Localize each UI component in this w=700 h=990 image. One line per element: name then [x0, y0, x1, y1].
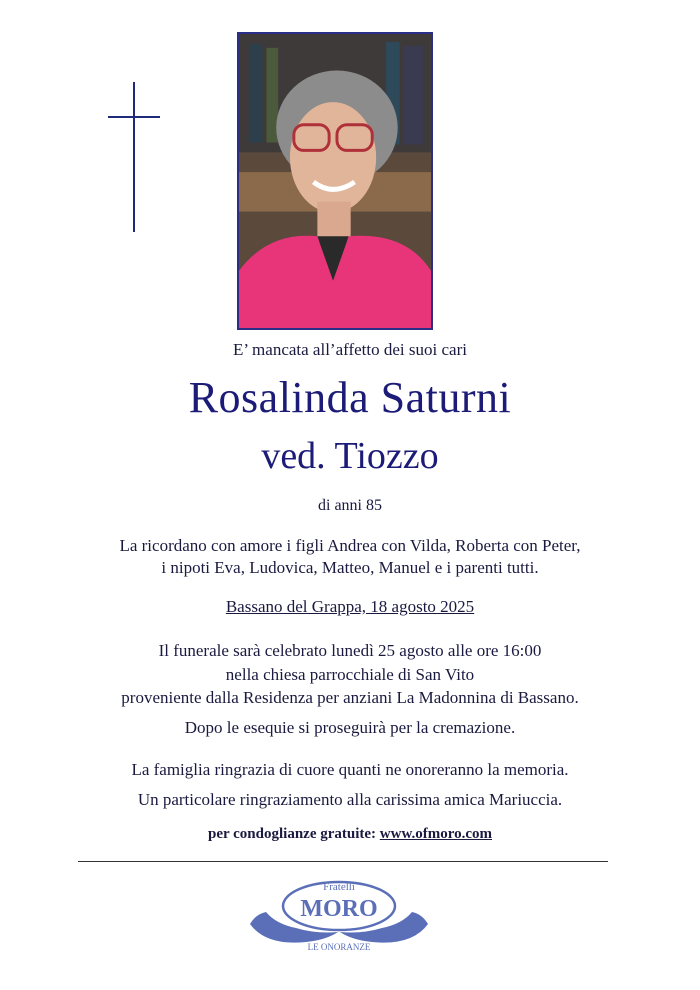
intro-text: E’ mancata all’affetto dei suoi cari [233, 340, 467, 359]
age-text: di anni 85 [318, 497, 382, 514]
portrait-photo [237, 32, 433, 330]
logo-top-text: Fratelli [323, 881, 355, 893]
place-date-text: Bassano del Grappa, 18 agosto 2025 [225, 597, 475, 616]
condolences-label: per condoglianze gratuite: [208, 826, 377, 842]
family-line: i nipoti Eva, Ludovica, Matteo, Manuel e i parenti tutti. [161, 558, 539, 577]
thanks-line: Un particolare ringraziamento alla carissima amica Mariuccia. [137, 790, 563, 809]
condolences-link[interactable]: www.ofmoro.com [379, 826, 492, 842]
deceased-name: Rosalinda Saturni [188, 373, 512, 422]
funeral-home-logo [246, 876, 432, 956]
thanks-line: La famiglia ringrazia di cuore quanti ne onoreranno la memoria. [131, 760, 569, 779]
funeral-line: nella chiesa parrocchiale di San Vito [225, 665, 475, 684]
married-name: ved. Tiozzo [261, 435, 439, 477]
logo-bottom-text: LE ONORANZE [307, 942, 371, 952]
funeral-line: proveniente dalla Residenza per anziani La Madonnina di Bassano. [121, 688, 579, 707]
funeral-line: Il funerale sarà celebrato lunedì 25 agosto alle ore 16:00 [158, 641, 542, 660]
divider [78, 861, 608, 862]
place-date [0, 597, 700, 617]
latin-cross-icon [108, 82, 160, 232]
family-line: La ricordano con amore i figli Andrea con Vilda, Roberta con Peter, [119, 536, 581, 555]
condolences [0, 826, 700, 843]
cremation-text: Dopo le esequie si proseguirà per la cremazione. [184, 718, 516, 737]
logo-brand-text: MORO [300, 896, 378, 922]
